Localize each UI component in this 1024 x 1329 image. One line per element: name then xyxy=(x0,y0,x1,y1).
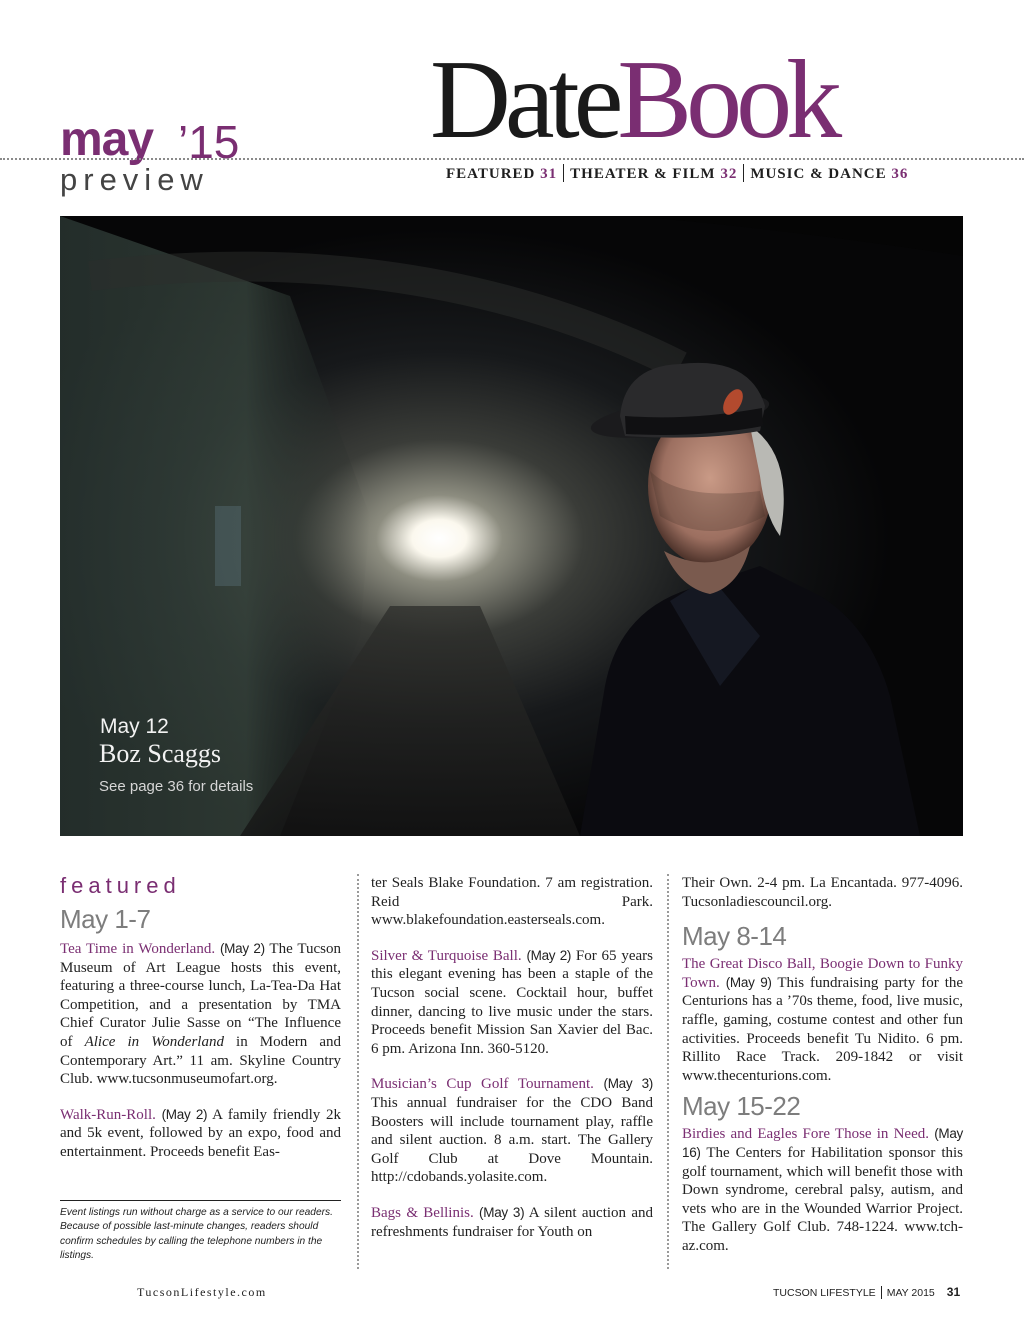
photo-caption-name: Boz Scaggs xyxy=(99,739,222,768)
event-body: This annual fundraiser for the CDO Band Boosters will include tournament play, raffle and silent auction. 8 a.m. start. The Gallery Golf Club at Dove Mountain. http://cdobands.yolasite.com. xyxy=(371,1094,653,1186)
event-date: (May 9) xyxy=(725,974,772,990)
event-date: (May 2) xyxy=(219,941,265,956)
masthead-book: Book xyxy=(617,38,837,162)
event-italic-title: Alice in Wonderland xyxy=(84,1033,224,1050)
column-divider xyxy=(667,874,669,1269)
footer-website: TucsonLifestyle.com xyxy=(137,1285,267,1299)
event-listing xyxy=(60,1106,341,1162)
event-listing xyxy=(371,1075,653,1187)
listings-disclaimer: Event listings run without charge as a service to our readers. Because of possible last-minute changes, readers should confirm schedules by calling the telephone numbers in the listings. xyxy=(60,1207,333,1262)
event-date: (May 2) xyxy=(161,1106,208,1122)
event-listing xyxy=(60,940,341,1089)
nav-separator xyxy=(743,164,744,182)
event-title: Bags & Bellinis. xyxy=(371,1204,474,1221)
event-title: Silver & Turquoise Ball. xyxy=(371,947,522,964)
event-date: (May 3) xyxy=(479,1204,525,1220)
page-number: 31 xyxy=(946,1285,961,1299)
event-body: A family friendly 2k and 5k event, followed by an expo, food and entertainment. Proceeds benefit Eas- xyxy=(60,1106,341,1160)
nav-music-dance xyxy=(750,166,908,182)
nav-theater-label: THEATER & FILM xyxy=(570,166,716,182)
column-divider xyxy=(357,874,359,1269)
event-title: Tea Time in Wonderland. xyxy=(60,941,216,957)
event-listing xyxy=(371,1204,653,1241)
featured-kicker: featured xyxy=(60,873,181,898)
month-label: may xyxy=(60,113,154,166)
event-continued: Their Own. 2-4 pm. La Encantada. 977-4096. Tucsonladiescouncil.org. xyxy=(682,875,963,910)
event-continued: ter Seals Blake Foundation. 7 am registration. Reid Park. www.blakefoundation.easterseals.com. xyxy=(371,875,653,929)
event-date: (May 16) xyxy=(682,1126,964,1160)
footer-separator xyxy=(881,1286,882,1299)
photo-caption-date: May 12 xyxy=(100,715,169,738)
masthead-date: Date xyxy=(430,38,618,162)
photo-caption-note: See page 36 for details xyxy=(99,778,254,795)
footer-folio xyxy=(773,1285,960,1300)
date-range-heading: May 1-7 xyxy=(60,904,151,934)
nav-theater-film xyxy=(570,166,737,182)
event-title: Musician’s Cup Golf Tournament. xyxy=(371,1076,594,1093)
nav-featured-label: FEATURED xyxy=(446,166,536,182)
event-body: The Tucson Museum of Art League hosts this event, featuring a three-course lunch, La-Tea-Da Hat Competition, and a presentation by TMA Chief Curator Julie Sasse on “The Influence of xyxy=(60,941,342,1050)
nav-featured xyxy=(446,166,557,182)
header-dotted-rule xyxy=(0,158,1024,160)
date-range-heading: May 15-22 xyxy=(682,1091,801,1122)
event-body: For 65 years this elegant evening has been a staple of the Tucson social scene. Cocktail hour, buffet dinner, dancing to live music under the stars. Proceeds benefit Mission San Xavier del Bac. 6 pm. Arizona Inn. 360-5120. xyxy=(371,947,653,1057)
nav-theater-page: 32 xyxy=(720,166,738,182)
year-label: ’15 xyxy=(178,116,240,168)
event-title: Birdies and Eagles Fore Those in Need. xyxy=(682,1126,930,1143)
event-date: (May 3) xyxy=(603,1076,654,1092)
footer-issue: MAY 2015 xyxy=(886,1287,935,1299)
nav-music-page: 36 xyxy=(891,166,909,182)
event-listing xyxy=(371,947,653,1059)
disclaimer-rule xyxy=(60,1200,341,1201)
footer-publication: TUCSON LIFESTYLE xyxy=(773,1287,876,1299)
column-3 xyxy=(682,874,963,1256)
event-listing xyxy=(682,1125,963,1255)
event-body: This fundraising party for the Centurions has a ’70s theme, food, live music, raffle, gaming, costume contest and other fun activities. Proceeds benefit Tu Nidito. 6 pm. Rillito Race Track. 209-1842 or visit www.thecenturions.com. xyxy=(682,974,964,1084)
event-title: Walk-Run-Roll. xyxy=(60,1106,156,1123)
event-body: in Modern and Contemporary Art.” 11 am. Skyline Country Club. www.tucsonmuseumofart.org. xyxy=(60,1033,342,1088)
column-1 xyxy=(60,904,341,1162)
event-listing xyxy=(682,955,963,1085)
section-nav xyxy=(446,164,908,184)
nav-music-label: MUSIC & DANCE xyxy=(750,166,887,182)
nav-separator xyxy=(563,164,564,182)
date-range-heading: May 8-14 xyxy=(682,921,787,952)
event-body: The Centers for Habilitation sponsor this golf tournament, which will benefit those with Down syndrome, cerebral palsy, autism, and vets who are in the Wounded Warrior Project. The Gallery Golf Club. 748-1224. www.tch-az.com. xyxy=(682,1144,963,1254)
preview-label: preview xyxy=(60,162,209,197)
event-title: The Great Disco Ball, Boogie Down to Funky Town. xyxy=(682,956,963,991)
nav-featured-page: 31 xyxy=(540,166,558,182)
event-body: A silent auction and refreshments fundraiser for Youth on xyxy=(371,1204,654,1240)
event-date: (May 2) xyxy=(526,947,572,963)
column-2 xyxy=(371,874,653,1241)
datebook-masthead xyxy=(430,40,836,160)
